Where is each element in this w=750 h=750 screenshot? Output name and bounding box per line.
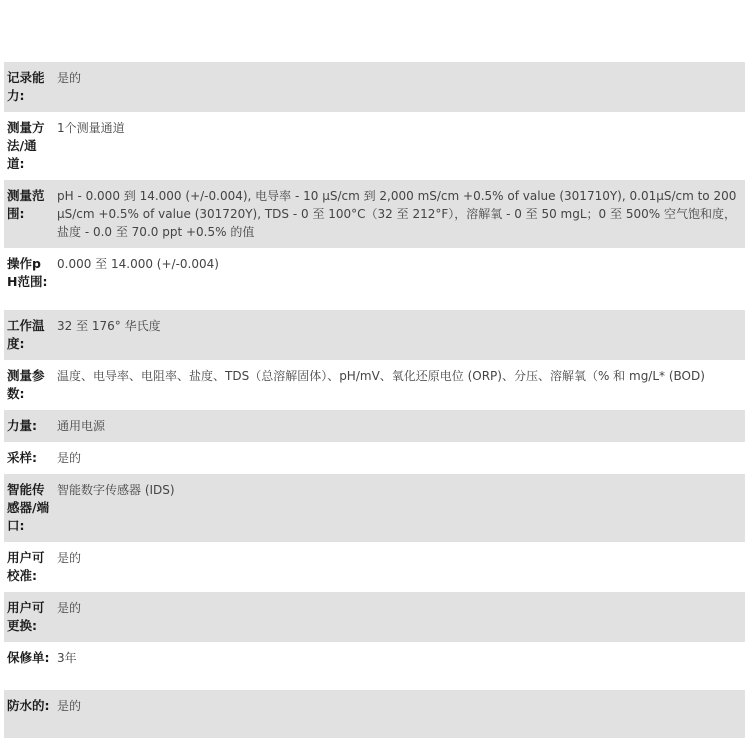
spec-label: 采样: — [4, 442, 52, 474]
spec-value: 0.000 至 14.000 (+/-0.004) — [52, 248, 745, 310]
spec-row-smart-sensor — [4, 474, 745, 542]
spec-label: 智能传感器/端口: — [4, 474, 52, 542]
spec-label: 测量参数: — [4, 360, 52, 410]
spec-table — [4, 62, 745, 738]
spec-value: pH - 0.000 到 14.000 (+/-0.004), 电导率 - 10 μS/cm 到 2,000 mS/cm +0.5% of value (301710Y), 0.01μS/cm to 200 μS/cm +0.5% of value (301720Y), TDS - 0 至 100°C（32 至 212°F），溶解氧 - 0 至 50 mgL；0 至 500% 空气饱和度，盐度 - 0.0 至 70.0 ppt +0.5% 的值 — [52, 180, 745, 248]
spec-row-range — [4, 180, 745, 248]
spec-value: 是的 — [52, 542, 745, 592]
spec-row-ph-range — [4, 248, 745, 310]
spec-row-sampling — [4, 442, 745, 474]
spec-row-logging — [4, 62, 745, 112]
spec-value: 是的 — [52, 442, 745, 474]
spec-value: 1个测量通道 — [52, 112, 745, 180]
spec-row-power — [4, 410, 745, 442]
spec-value: 是的 — [52, 690, 745, 738]
spec-value: 是的 — [52, 592, 745, 642]
spec-label: 测量方法/通道: — [4, 112, 52, 180]
spec-label: 保修单: — [4, 642, 52, 690]
spec-label: 工作温度: — [4, 310, 52, 360]
spec-row-parameters — [4, 360, 745, 410]
spec-row-calibratable — [4, 542, 745, 592]
spec-value: 温度、电导率、电阻率、盐度、TDS（总溶解固体）、pH/mV、氧化还原电位 (ORP)、分压、溶解氧（% 和 mg/L* (BOD) — [52, 360, 745, 410]
spec-value: 3年 — [52, 642, 745, 690]
spec-row-warranty — [4, 642, 745, 690]
spec-value: 智能数字传感器 (IDS) — [52, 474, 745, 542]
spec-row-replaceable — [4, 592, 745, 642]
spec-value: 是的 — [52, 62, 745, 112]
spec-label: 测量范围: — [4, 180, 52, 248]
spec-label: 用户可校准: — [4, 542, 52, 592]
spec-label: 操作pH范围: — [4, 248, 52, 310]
spec-label: 用户可更换: — [4, 592, 52, 642]
spec-label: 防水的: — [4, 690, 52, 738]
spec-label: 力量: — [4, 410, 52, 442]
spec-label: 记录能力: — [4, 62, 52, 112]
spec-row-method — [4, 112, 745, 180]
spec-value: 32 至 176° 华氏度 — [52, 310, 745, 360]
spec-row-waterproof — [4, 690, 745, 738]
spec-row-temperature — [4, 310, 745, 360]
spec-value: 通用电源 — [52, 410, 745, 442]
